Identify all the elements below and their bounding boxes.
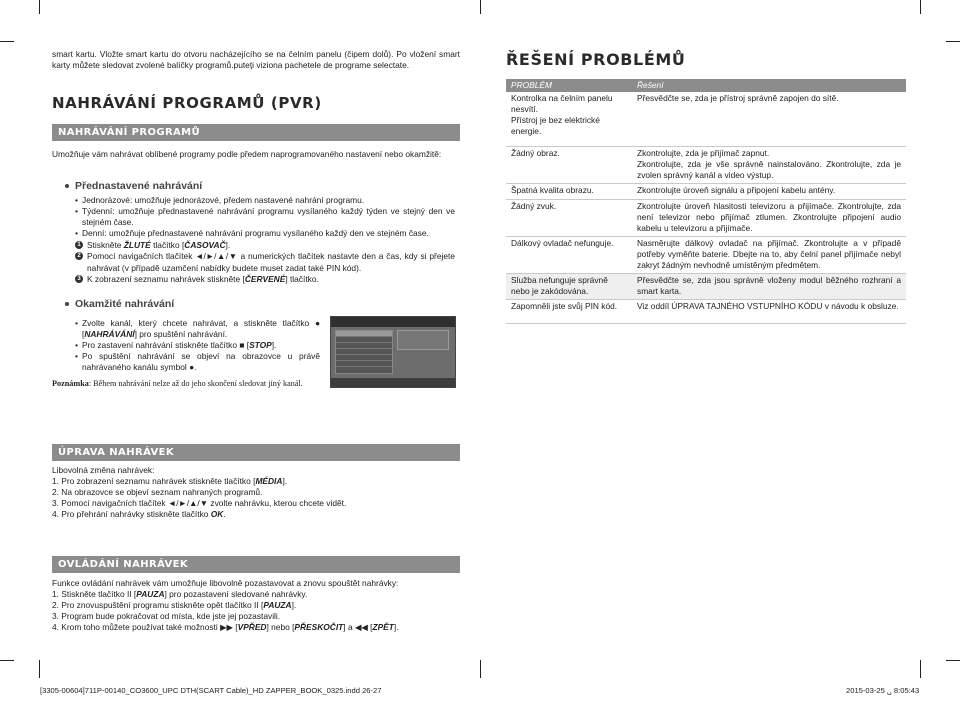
intro-paragraph: smart kartu. Vložte smart kartu do otvoru nacházejícího se na čelním panelu (čipem dolů). Po vložení smart karty můžete sledovat zvolené balíčky programů.puteți viziona pachetele de programe selectate. xyxy=(52,49,460,71)
step-number-icon: 2 xyxy=(75,252,83,260)
crop-mark xyxy=(39,660,40,678)
crop-mark xyxy=(920,0,921,14)
edit-step: 4. Pro přehrání nahrávky stiskněte tlačítko OK. xyxy=(52,509,226,520)
list-item: • Denní: umožňuje přednastavené nahrávání programu vysílaného každý den ve stejném čase. xyxy=(75,228,455,239)
crop-mark xyxy=(0,660,14,661)
recording-screen-illustration xyxy=(330,316,456,388)
footer-file-info: [3305-00604]711P-00140_CO3600_UPC DTH(SCART Cable)_HD ZAPPER_BOOK_0325.indd 26-27 xyxy=(40,686,382,695)
section-band-control: OVLÁDÁNÍ NAHRÁVEK xyxy=(52,556,460,573)
list-item: • Týdenní: umožňuje přednastavené nahrávání programu vysílaného každý týden ve stejný den ve stejném čase. xyxy=(75,206,455,228)
footer-timestamp: 2015-03-25 ␣ 8:05:43 xyxy=(846,686,920,695)
edit-step: 1. Pro zobrazení seznamu nahrávek stiskněte tlačítko [MÉDIA]. xyxy=(52,476,288,487)
table-row: Žádný obraz. Zkontrolujte, zda je přijímač zapnut. Zkontrolujte, zda je vše správně nainstalováno. Zkontrolujte, zda je zvolen správný kanál a video výstup. xyxy=(506,147,906,184)
column-header-solution: Řešení xyxy=(632,79,906,92)
screen-info-panel xyxy=(397,330,449,350)
instant-list xyxy=(75,318,320,373)
crop-mark xyxy=(0,41,14,42)
crop-mark xyxy=(480,660,481,678)
list-item: • Jednorázové: umožňuje jednorázové, předem nastavené nahrání programu. xyxy=(75,195,455,206)
screen-menu-list xyxy=(335,330,393,374)
column-header-problem: PROBLÉM xyxy=(506,79,632,92)
screen-header-bar xyxy=(331,317,455,327)
table-row: Zapomněli jste svůj PIN kód. Viz oddíl ÚPRAVA TAJNÉHO VSTUPNÍHO KÓDU v návodu k obsluze. xyxy=(506,299,906,323)
preset-list xyxy=(75,195,455,285)
rewind-icon: ◀◀ xyxy=(354,622,368,633)
page-title: NAHRÁVÁNÍ PROGRAMŮ (PVR) xyxy=(52,94,322,112)
table-row: Kontrolka na čelním panelu nesvítí. Přístroj je bez elektrické energie. Přesvědčte se, zda je přístroj správně zapojen do sítě. xyxy=(506,92,906,147)
control-step: 3. Program bude pokračovat od místa, kde jste jej pozastavili. xyxy=(52,611,281,622)
control-recordings-text: Funkce ovládání nahrávek vám umožňuje libovolně pozastavovat a znovu spouštět nahrávky: 1. Stiskněte tlačítko II [PAUZA] pro pozastavení sledované nahrávky. 2. Pro znovuspuštění programu stiskněte opět tlačítko II [PAUZA]. 3. Program bude pokračovat od místa, kde jste jej pozastavili. 4. Krom toho můžete používat také možnosti ▶▶ [VPŘED] nebo [PŘESKOČIT] a ◀◀ [ZPĚT]. xyxy=(52,578,460,633)
step-2: 2 Pomocí navigačních tlačítek ◄/►/▲/▼ a numerických tlačítek nastavte den a čas, kdy si přejete nahrávat (v případě uzamčení nabídky budete muset zadat také PIN kód). xyxy=(75,251,455,273)
crop-mark xyxy=(39,0,40,14)
step-number-icon: 3 xyxy=(75,275,83,283)
control-step: 4. Krom toho můžete používat také možnosti ▶▶ [VPŘED] nebo [PŘESKOČIT] a ◀◀ [ZPĚT]. xyxy=(52,622,399,633)
crop-mark xyxy=(920,660,921,678)
crop-mark xyxy=(946,41,960,42)
troubleshooting-table xyxy=(506,79,906,324)
forward-icon: ▶▶ xyxy=(220,622,233,633)
edit-step: 2. Na obrazovce se objeví seznam nahraných programů. xyxy=(52,487,263,498)
table-row: Špatná kvalita obrazu. Zkontrolujte úroveň signálu a připojení kabelu antény. xyxy=(506,184,906,200)
section-band-edit: ÚPRAVA NAHRÁVEK xyxy=(52,444,460,461)
edit-recordings-text: Libovolná změna nahrávek: 1. Pro zobrazení seznamu nahrávek stiskněte tlačítko [MÉDIA]. 2. Na obrazovce se objeví seznam nahraných programů. 3. Pomocí navigačních tlačítek ◄/►/▲/▼ zvolte nahrávku, kterou chcete vidět. 4. Pro přehrání nahrávky stiskněte tlačítko OK. xyxy=(52,465,460,520)
note: Poznámka: Během nahrávání nelze až do jeho skončení sledovat jiný kanál. xyxy=(52,379,303,388)
table-row: Služba nefunguje správně nebo je zakódována. Přesvědčte se, zda jsou správně vloženy modul běžného rozhraní a smart karta. xyxy=(506,273,906,299)
instant-recording-heading: Okamžité nahrávání xyxy=(65,298,174,312)
list-item: • Pro zastavení nahrávání stiskněte tlačítko ■ [STOP]. xyxy=(75,340,320,351)
step-3: 3 K zobrazení seznamu nahrávek stiskněte [ČERVENÉ] tlačítko. xyxy=(75,274,455,285)
step-1: 1 Stiskněte ŽLUTÉ tlačítko [ČASOVAČ]. xyxy=(75,240,455,251)
recording-description: Umožňuje vám nahrávat oblíbené programy podle předem naprogramovaného nastavení nebo okamžitě: xyxy=(52,149,442,159)
control-step: 1. Stiskněte tlačítko II [PAUZA] pro pozastavení sledované nahrávky. xyxy=(52,589,308,600)
step-number-icon: 1 xyxy=(75,241,83,249)
bullet-icon xyxy=(65,184,69,188)
crop-mark xyxy=(480,0,481,14)
table-row: Dálkový ovladač nefunguje. Nasměrujte dálkový ovladač na přijímač. Zkontrolujte a v případě potřeby vyměňte baterie. Dbejte na to, aby čelní panel přijímače nebyl zakryt žádným nevhodně umístěným předmětem. xyxy=(506,236,906,273)
list-item: • Po spuštění nahrávání se objeví na obrazovce u právě nahrávaného kanálu symbol ●. xyxy=(75,351,320,373)
bullet-icon xyxy=(65,302,69,306)
screen-footer-bar xyxy=(331,378,455,387)
table-row: Žádný zvuk. Zkontrolujte úroveň hlasitosti televizoru a přijímače. Zkontrolujte, zda není televizor nebo přijímač ztlumen. Zkontrolujte připojení audio kabelu u televizoru a přijímače. xyxy=(506,200,906,237)
preset-recording-heading: Přednastavené nahrávání xyxy=(65,180,202,194)
control-step: 2. Pro znovuspuštění programu stiskněte opět tlačítko II [PAUZA]. xyxy=(52,600,297,611)
troubleshooting-title: ŘEŠENÍ PROBLÉMŮ xyxy=(506,50,686,69)
list-item: • Zvolte kanál, který chcete nahrávat, a stiskněte tlačítko ● [NAHRÁVÁNÍ] pro spuštění nahrávání. xyxy=(75,318,320,340)
crop-mark xyxy=(946,660,960,661)
edit-step: 3. Pomocí navigačních tlačítek ◄/►/▲/▼ zvolte nahrávku, kterou chcete vidět. xyxy=(52,498,347,509)
section-band-recording: NAHRÁVÁNÍ PROGRAMŮ xyxy=(52,124,460,141)
